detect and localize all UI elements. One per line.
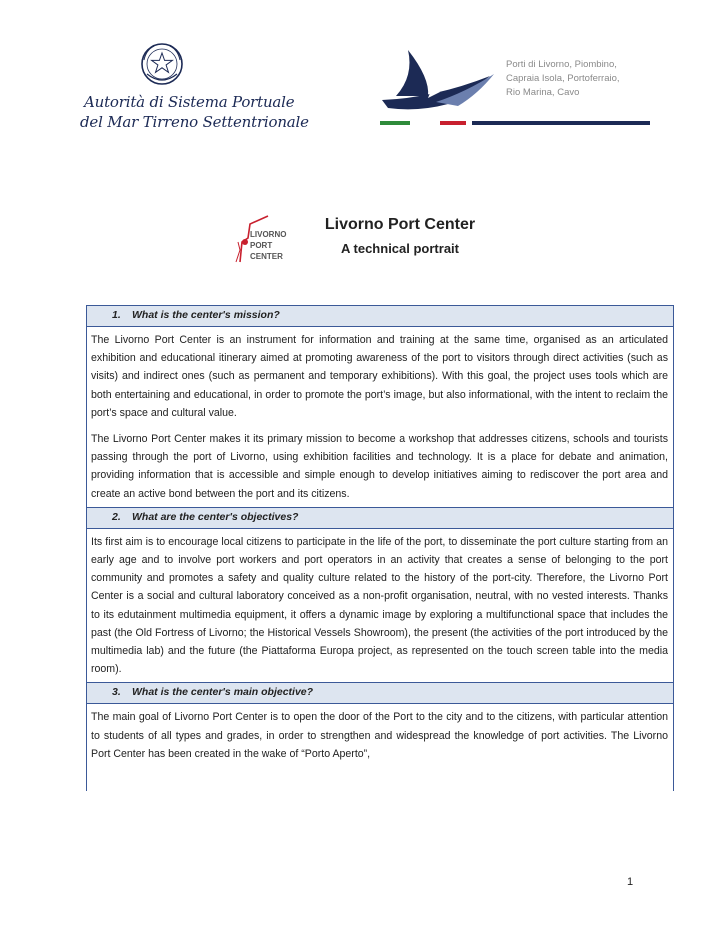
logo-text-line: LIVORNO: [250, 230, 287, 239]
answer-paragraph: Its first aim is to encourage local citizens to participate in the life of the port, to disseminate the port culture starting from an early age and to involve port workers and port operators in an activity that creates a sense of belonging to the port community and promotes a safety and quality culture related to the history of the port-city. Therefore, the Livorno Port Center is a social and cultural laboratory conceived as a non-profit organisation, neutral, with no vested interests. Thanks to its edutainment multimedia equipment, it offers a dynamic image by exploring a multifunctional space that includes the past (the Old Fortress of Livorno; the Historical Vessels Showroom), the present (the activities of the port introduced by the multimedia lab) and the future (the Piattaforma Europa project, as represented on the touch screen table into the media room).: [91, 535, 668, 676]
document-title: Livorno Port Center: [324, 216, 476, 233]
navy-rule: [472, 121, 650, 125]
answer-body: [87, 327, 673, 507]
ports-line: Rio Marina, Cavo: [506, 87, 580, 98]
answer-body: [87, 704, 673, 767]
logo-text-line: PORT: [250, 241, 273, 250]
section-mission: [87, 306, 673, 508]
port-authority-ship-logo-icon: [378, 48, 498, 118]
tricolor-stripe-red: [440, 121, 466, 125]
question-number: 1.: [112, 309, 121, 321]
question-number: 2.: [112, 510, 121, 523]
ports-line: Capraia Isola, Portoferraio,: [506, 73, 620, 84]
answer-paragraph: The Livorno Port Center makes it its primary mission to become a workshop that addresses citizens, schools and tourists passing through the port of Livorno, using exhibition facilities and technology. It is a place for debate and animation, providing information that is accessible and simple enough to develop initiatives aiming to rediscover the port area and create an active bond between the port and its citizens.: [91, 433, 668, 500]
qa-box: [86, 305, 674, 791]
authority-name-line2: del Mar Tirreno Settentrionale: [80, 113, 309, 131]
ports-list: [506, 58, 620, 100]
ports-line: Porti di Livorno, Piombino,: [506, 59, 617, 70]
section-main-objective: [87, 683, 673, 767]
question-heading: [87, 683, 673, 704]
question-text: What is the center's main objective?: [132, 686, 314, 699]
logo-text-line: CENTER: [250, 252, 283, 261]
answer-paragraph: The main goal of Livorno Port Center is to open the door of the Port to the city and to the citizens, with particular attention to students of all types and grades, in order to strengthen and widespread the knowledge of port activities. The Livorno Port Center has been created in the wake of “Porto Aperto”,: [91, 711, 668, 760]
authority-name: [80, 92, 309, 132]
tricolor-stripe-green: [380, 121, 410, 125]
question-text: What is the center's mission?: [132, 309, 280, 321]
question-heading: [87, 306, 673, 327]
answer-paragraph: The Livorno Port Center is an instrument for information and training at the same time, organised as an articulated exhibition and educational itinerary aimed at promoting awareness of the port to visitors through direct activities (such as visits) and indirect ones (such as permanent and temporary exhibitions). With this goal, the project uses tools which are both entertaining and educational, in order to promote the port’s image, but also informational, with the intent to reclaim the port’s space and cultural value.: [91, 334, 668, 419]
question-heading: [87, 508, 673, 529]
question-number: 3.: [112, 686, 121, 699]
authority-name-line1: Autorità di Sistema Portuale: [84, 93, 295, 111]
document-subtitle: A technical portrait: [341, 241, 459, 256]
page-number: 1: [626, 876, 634, 888]
section-objectives: [87, 508, 673, 684]
livorno-port-center-logo: [228, 212, 298, 268]
italian-republic-emblem-icon: [138, 40, 186, 88]
answer-body: [87, 529, 673, 683]
question-text: What are the center's objectives?: [132, 510, 299, 523]
